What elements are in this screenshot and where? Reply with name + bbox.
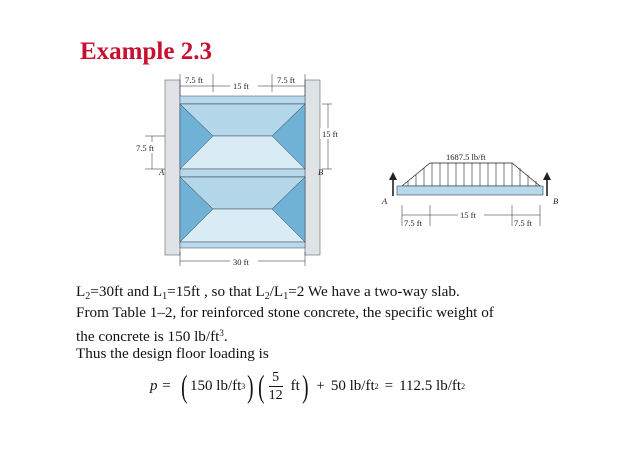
text-line-2: From Table 1–2, for reinforced stone concrete, the specific weight of [76, 304, 494, 321]
eq-lhs: p = [150, 377, 172, 394]
eq-term2: 50 lb/ft [330, 377, 375, 394]
beam [397, 186, 543, 195]
beam-label-a: A [382, 196, 388, 206]
slab-plan [134, 74, 344, 267]
eq-fraction: $\frac{5}{12}$ [268, 369, 283, 403]
slab-panel-2 [180, 177, 305, 242]
beam-dim-left: 7.5 ft [404, 218, 422, 228]
load-arrows [408, 163, 536, 186]
beam-diagram [381, 152, 558, 228]
slab-dim-bottom: 30 ft [233, 257, 249, 267]
beam-label-b: B [553, 196, 559, 206]
beam-load-label: 1687.5 lb/ft [446, 152, 486, 162]
slab-dim-left: 7.5 ft [136, 143, 154, 153]
text-line-3: the concrete is 150 $lb/ft^3$. [76, 328, 228, 345]
eq-term1: 150 lb/ft [190, 377, 242, 394]
slab-dim-right: 15 ft [322, 129, 338, 139]
design-load-equation: p = ( 150 lb/ft 3 ) ( $\frac{5}{12}$ ft ) + 50 lb/ft 2 = 112.5 lb/ft 2 [150, 368, 466, 404]
slab-label-b: B [318, 167, 324, 177]
text-line-1: $L_2=30ft$ and $L_1=15ft$ , so that $L_2/L_1=2$ We have a two-way slab. [76, 283, 460, 302]
slab-panel-1 [180, 104, 305, 169]
slab-dim-top-right: 7.5 ft [277, 75, 295, 85]
beam-dim-mid: 15 ft [460, 210, 476, 220]
slab-dim-top-mid: 15 ft [233, 81, 249, 91]
eq-unit-ft: ft [290, 377, 300, 394]
beam-dim-right: 7.5 ft [514, 218, 532, 228]
example-title: Example 2.3 [80, 38, 212, 65]
slab-dim-top-left: 7.5 ft [185, 75, 203, 85]
slab-label-a: A [159, 167, 165, 177]
eq-result: 112.5 lb/ft [399, 377, 462, 394]
text-line-4: Thus the design floor loading is [76, 345, 269, 362]
